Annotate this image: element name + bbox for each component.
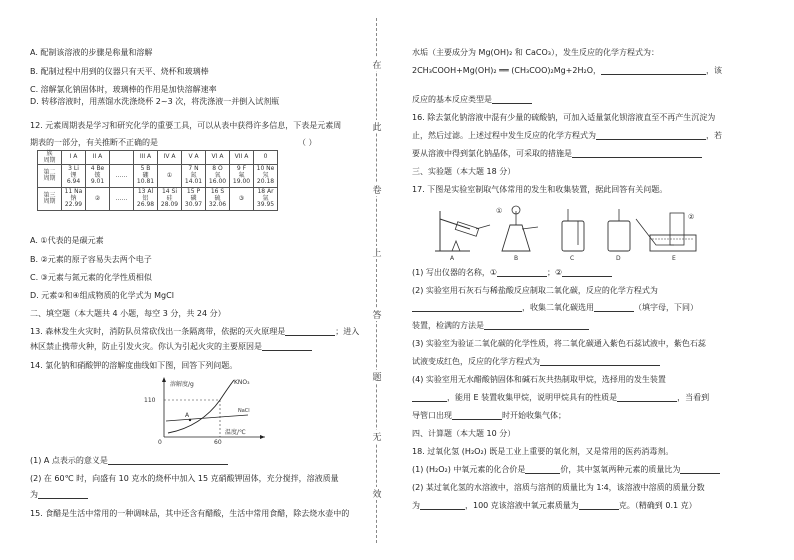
apparatus-mark-1: ①	[496, 207, 503, 215]
q16-text-c: 要从溶液中得到氯化钠晶体，可采取的措施是	[412, 149, 572, 158]
q18-1-text-b: 价，其中氢氧两种元素的质量比为	[560, 465, 681, 474]
pt-cell: ③	[230, 188, 254, 211]
q14-stem: 14. 氯化钠和硝酸钾的溶解度曲线如下图，回答下列问题。	[30, 361, 238, 370]
apparatus-label: D	[616, 255, 621, 261]
q15-line1: 水垢（主要成分为 Mg(OH)₂ 和 CaCO₃），发生反应的化学方程式为：	[412, 48, 659, 57]
q18-part2-line2	[412, 501, 697, 511]
apparatus-c	[562, 209, 584, 251]
pt-cell: I A	[62, 151, 86, 165]
q14-part2-line1: (2) 在 60℃ 时，向盛有 10 克水的烧杯中加入 15 克硝酸钾固体，充分搅拌，溶液质量	[30, 474, 339, 483]
answer-blank[interactable]	[601, 66, 706, 75]
answer-blank[interactable]	[579, 501, 619, 510]
answer-blank[interactable]	[420, 501, 465, 510]
q11-option-b: B. 配制过程中用到的仪器只有天平、烧杯和玻璃棒	[30, 67, 209, 76]
pt-cell: 族 周期	[38, 151, 62, 165]
pt-cell: VI A	[206, 151, 230, 165]
point-a-label: A	[185, 412, 190, 419]
q18-2-text-b: 为	[412, 501, 420, 510]
seal-divider-line	[376, 18, 377, 543]
answer-blank[interactable]	[262, 342, 312, 351]
q12-stem-line1: 12. 元素周期表是学习和研究化学的重要工具，可以从表中获得许多信息，下表是元素周	[30, 121, 342, 130]
apparatus-d	[608, 209, 630, 251]
pt-cell: 18 Ar 氩 39.95	[254, 188, 278, 211]
q17-part2-line1: (2) 实验室用石灰石与稀盐酸反应制取二氧化碳，反应的化学方程式为	[412, 286, 658, 295]
seal-char: 此	[370, 120, 384, 133]
q13-line2	[30, 342, 312, 352]
q15-equation: 2CH₃COOH+Mg(OH)₂ ══ (CH₃COO)₂Mg+2H₂O，	[412, 66, 601, 75]
q18-2-text-c: ，100 克该溶液中氧元素质量为	[465, 501, 579, 510]
pt-cell: V A	[182, 151, 206, 165]
section-4-heading: 四、计算题（本大题 10 分）	[412, 429, 516, 438]
pt-cell: 4 Be 铍 9.01	[86, 165, 110, 188]
q17-part2-line3	[412, 321, 589, 331]
q17-2-text-c: （填字母，下同）	[634, 303, 698, 312]
q17-4-text-c: ，能用 E 装置收集甲烷，说明甲烷具有的性质是	[447, 393, 618, 402]
q17-part4-line2	[412, 393, 709, 403]
pt-cell: III A	[134, 151, 158, 165]
q17-1-text-b: ；②	[547, 268, 563, 277]
q12-answer-paren: （ ）	[298, 138, 317, 147]
pt-cell: ……	[110, 165, 134, 188]
periodic-table	[37, 150, 278, 211]
q17-1-text-a: (1) 写出仪器的名称，①	[412, 268, 498, 277]
q16-text-b: ，若	[706, 131, 722, 140]
q12-stem-text: 期表的一部分，有关推断不正确的是	[30, 138, 158, 147]
pt-cell: VII A	[230, 151, 254, 165]
q17-4-text-e: 导管口出现	[412, 411, 452, 420]
q11-option-c: C. 溶解氯化钠固体时，玻璃棒的作用是加快溶解速率	[30, 85, 217, 94]
pt-cell: 7 N 氮 14.01	[182, 165, 206, 188]
apparatus-a	[435, 211, 490, 251]
q18-2-text-d: 克。（精确到 0.1 克）	[618, 501, 697, 510]
q17-part1	[412, 268, 612, 278]
origin-label: 0	[158, 439, 162, 445]
pt-cell: 第三 周期	[38, 188, 62, 211]
section-2-heading: 二、填空题（本大题共 4 小题，每空 3 分，共 24 分）	[30, 309, 226, 318]
seal-char: 上	[370, 246, 384, 259]
q16-text-a: 止，然后过滤。上述过程中发生反应的化学方程式为	[412, 131, 596, 140]
q13-text-c: 林区禁止携带火种，防止引发火灾。你认为引起火灾的主要原因是	[30, 342, 262, 351]
nacl-label: NaCl	[238, 408, 250, 414]
answer-blank[interactable]	[412, 393, 447, 402]
q15-stem-start: 15. 食醋是生活中常用的一种调味品，其中还含有醋酸，生活中常用食醋，除去烧水壶中的	[30, 509, 350, 518]
answer-blank[interactable]	[594, 303, 634, 312]
apparatus-label: B	[514, 255, 519, 261]
q17-part2-line2	[412, 303, 698, 313]
pt-cell: 5 B 硼 10.81	[134, 165, 158, 188]
periodic-row-period2	[38, 165, 278, 188]
seal-char: 效	[370, 487, 384, 500]
pt-cell: 第二 周期	[38, 165, 62, 188]
answer-blank[interactable]	[596, 131, 706, 140]
q12-option-a: A. ①代表的是碳元素	[30, 236, 104, 245]
q12-option-b: B. ②元素的原子容易失去两个电子	[30, 255, 152, 264]
q17-3-text-b: 试液变成红色，反应的化学方程式为	[412, 357, 540, 366]
solubility-graph	[130, 377, 280, 445]
q14-part1	[30, 456, 228, 466]
q16-line2	[412, 131, 722, 141]
pt-cell: 16 S 硫 32.06	[206, 188, 230, 211]
pt-cell: ……	[110, 188, 134, 211]
q11-option-d: D. 转移溶液时，用蒸馏水洗涤烧杯 2~3 次，将洗涤液一并倒入试剂瓶	[30, 97, 280, 106]
x-axis-label: 温度/℃	[225, 429, 246, 436]
y-arrow	[162, 377, 166, 382]
answer-blank[interactable]	[108, 456, 228, 465]
seal-char: 题	[370, 370, 384, 383]
point-a-marker	[189, 419, 191, 421]
q17-part4-line1: (4) 实验室用无水醋酸钠固体和碱石灰共热制取甲烷，选择用的发生装置	[412, 375, 666, 384]
q17-part4-line3	[412, 411, 566, 421]
q18-1-text-a: (1) (H₂O₂) 中氧元素的化合价是	[412, 465, 526, 474]
q15-line3	[412, 95, 532, 105]
pt-cell: II A	[86, 151, 110, 165]
periodic-row-period3	[38, 188, 278, 211]
apparatus-mark-2: ②	[688, 213, 695, 221]
pt-cell: 9 F 氟 19.00	[230, 165, 254, 188]
q17-4-text-d: ，当看到	[677, 393, 710, 402]
q17-part3-line1: (3) 实验室为验证二氧化碳的化学性质，将二氧化碳通入紫色石蕊试液中，紫色石蕊	[412, 339, 706, 348]
answer-blank[interactable]	[38, 490, 88, 499]
q16-line1: 16. 除去氯化钠溶液中混有少量的硫酸钠，可加入适量氯化钡溶液直至不再产生沉淀为	[412, 113, 716, 122]
answer-blank[interactable]	[680, 465, 720, 474]
seal-char: 卷	[370, 183, 384, 196]
pt-cell	[110, 151, 134, 165]
apparatus-label: E	[672, 255, 676, 261]
seal-char: 无	[370, 430, 384, 443]
answer-blank[interactable]	[562, 268, 612, 277]
pt-cell: ①	[158, 165, 182, 188]
q17-2-text-b: ，收集二氧化碳选用	[522, 303, 594, 312]
pt-cell: 13 Al 铝 26.98	[134, 188, 158, 211]
q12-option-d: D. 元素②和④组成物质的化学式为 MgCl	[30, 291, 174, 300]
q17-4-text-f: 时开始收集气体；	[502, 411, 566, 420]
pt-cell: IV A	[158, 151, 182, 165]
pt-cell: 0	[254, 151, 278, 165]
q17-stem: 17. 下图是实验室制取气体常用的发生和收集装置，据此回答有关问题。	[412, 185, 668, 194]
nacl-curve	[166, 415, 248, 421]
y-axis-label: 溶解度/g	[170, 381, 194, 388]
q14-part1-text: (1) A 点表示的意义是	[30, 456, 108, 465]
pt-cell: 14 Si 硅 28.09	[158, 188, 182, 211]
q18-stem: 18. 过氧化氢 (H₂O₂) 既是工业上重要的氧化剂，又是常用的医药消毒剂。	[412, 447, 674, 456]
q18-part1	[412, 465, 720, 475]
answer-blank[interactable]	[497, 268, 547, 277]
apparatus-label: A	[450, 255, 455, 261]
q17-2-text-d: 装置，检满的方法是	[412, 321, 484, 330]
section-3-heading: 三、实验题（本大题 18 分）	[412, 167, 516, 176]
q13-line1	[30, 327, 359, 337]
q15-line2	[412, 66, 722, 76]
x-arrow	[260, 435, 265, 439]
x-tick-60: 60	[214, 439, 222, 445]
answer-blank[interactable]	[525, 465, 560, 474]
answer-blank[interactable]	[617, 393, 677, 402]
apparatus-label: C	[570, 255, 575, 261]
q18-part2-line1: (2) 某过氧化氢的水溶液中，溶质与溶剂的质量比为 1∶4，该溶液中溶质的质量分数	[412, 483, 705, 492]
q11-option-a: A. 配制该溶液的步骤是称量和溶解	[30, 48, 153, 57]
q15-type-text: 反应的基本反应类型是	[412, 95, 492, 104]
seal-char: 答	[370, 308, 384, 321]
answer-blank[interactable]	[484, 321, 589, 330]
answer-blank[interactable]	[572, 149, 702, 158]
pt-cell: ②	[86, 188, 110, 211]
answer-blank[interactable]	[412, 303, 522, 312]
apparatus-e	[636, 213, 696, 251]
q14-part2-line2	[30, 490, 88, 500]
pt-cell: 8 O 氧 16.00	[206, 165, 230, 188]
answer-blank[interactable]	[285, 327, 335, 336]
periodic-header-row	[38, 151, 278, 165]
q15-line2-end: ，该	[706, 66, 722, 75]
answer-blank[interactable]	[540, 357, 660, 366]
pt-cell: 10 Ne 氖 20.18	[254, 165, 278, 188]
q16-line3	[412, 149, 702, 159]
pt-cell: 3 Li 锂 6.94	[62, 165, 86, 188]
q14-part2-text: 为	[30, 490, 38, 499]
seal-char: 在	[370, 58, 384, 71]
y-tick-110: 110	[144, 397, 156, 404]
answer-blank[interactable]	[492, 95, 532, 104]
apparatus-b	[502, 206, 538, 251]
pt-cell: 15 P 磷 30.97	[182, 188, 206, 211]
kno3-label: KNO₃	[234, 379, 250, 386]
q12-stem-line2	[30, 138, 158, 148]
lab-apparatus-figure	[430, 205, 730, 261]
answer-blank[interactable]	[452, 411, 502, 420]
q17-part3-line2	[412, 357, 660, 367]
q13-text-a: 13. 森林发生火灾时，消防队员常砍伐出一条隔离带，依据的灭火原理是	[30, 327, 286, 336]
q13-text-b: ；进入	[335, 327, 360, 336]
q12-option-c: C. ③元素与氮元素的化学性质相似	[30, 273, 152, 282]
pt-cell: 11 Na 钠 22.99	[62, 188, 86, 211]
